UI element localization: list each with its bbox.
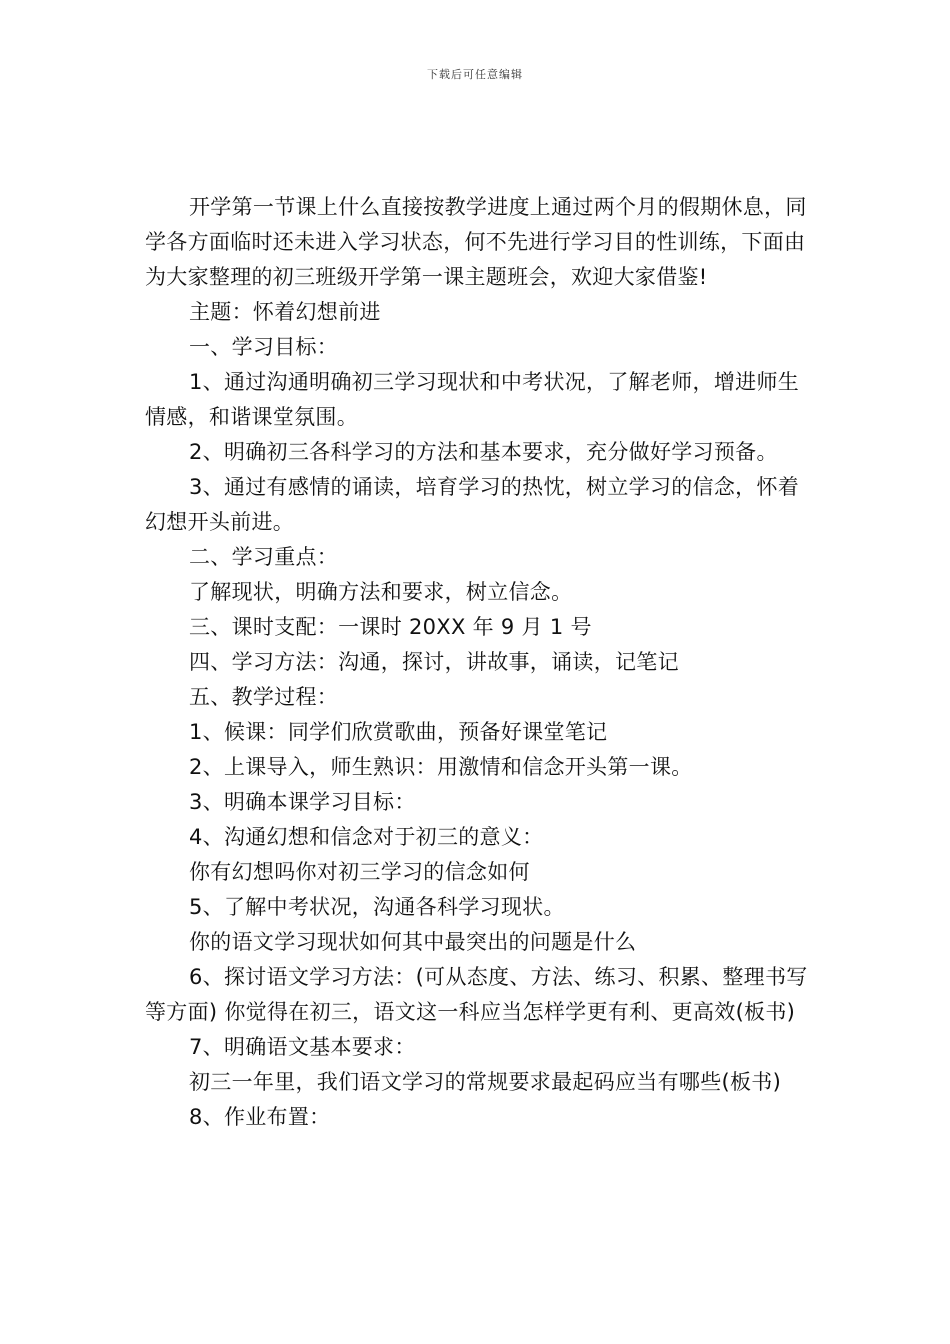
focus-line: 了解现状，明确方法和要求，树立信念。 (189, 580, 573, 604)
schedule-line: 三、课时支配：一课时 20XX 年 9 月 1 号 (189, 615, 592, 639)
page-header: 下载后可任意编辑 (427, 68, 523, 81)
process-item: 3、明确本课学习目标： (189, 790, 416, 814)
document-body (145, 190, 810, 1135)
section-heading: 二、学习重点： (189, 545, 339, 569)
process-item: 5、了解中考状况，沟通各科学习现状。 (189, 895, 565, 919)
question-line: 初三一年里，我们语文学习的常规要求最起码应当有哪些(板书) (189, 1070, 782, 1094)
question-line: 你的语文学习现状如何其中最突出的问题是什么 (189, 930, 637, 954)
process-item: 2、上课导入，师生熟识：用激情和信念开头第一课。 (189, 755, 693, 779)
goal-item: 3、通过有感情的诵读，培育学习的热忱，树立学习的信念，怀着幻想开头前进。 (145, 475, 800, 534)
goal-item: 1、通过沟通明确初三学习现状和中考状况，了解老师，增进师生情感，和谐课堂氛围。 (145, 370, 800, 429)
process-item: 1、候课：同学们欣赏歌曲，预备好课堂笔记 (189, 720, 608, 744)
method-line: 四、学习方法：沟通，探讨，讲故事，诵读，记笔记 (189, 650, 679, 674)
process-item: 6、探讨语文学习方法：(可从态度、方法、练习、积累、整理书写等方面) 你觉得在初三，语文这一科应当怎样学更有利、更高效(板书) (145, 965, 808, 1024)
section-heading: 一、学习目标： (189, 335, 339, 359)
question-line: 你有幻想吗你对初三学习的信念如何 (189, 860, 530, 884)
process-item: 7、明确语文基本要求： (189, 1035, 416, 1059)
process-item: 8、作业布置： (189, 1105, 331, 1129)
section-heading: 五、教学过程： (189, 685, 339, 709)
process-item: 4、沟通幻想和信念对于初三的意义： (189, 825, 544, 849)
theme-line: 主题：怀着幻想前进 (189, 300, 381, 324)
goal-item: 2、明确初三各科学习的方法和基本要求，充分做好学习预备。 (189, 440, 778, 464)
intro-paragraph: 开学第一节课上什么直接按教学进度上通过两个月的假期休息，同学各方面临时还未进入学习状态，何不先进行学习目的性训练，下面由为大家整理的初三班级开学第一课主题班会，欢迎大家借鉴! (145, 195, 807, 289)
